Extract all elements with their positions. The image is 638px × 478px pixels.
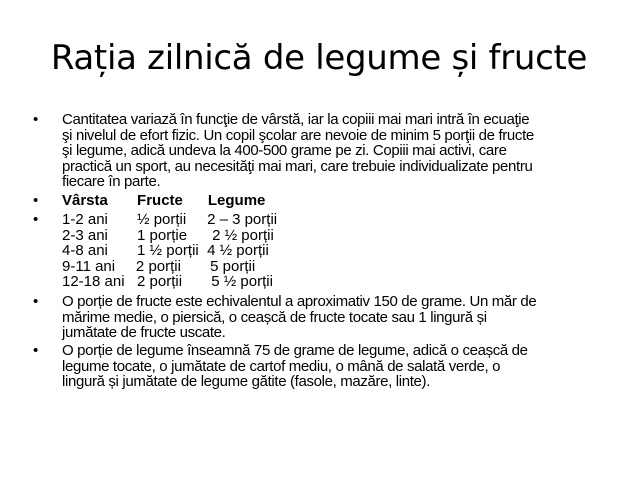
bullet-marker: •: [33, 342, 39, 359]
text-line: mărime medie, o piersică, o ceașcă de fructe tocate sau 1 lingură și: [62, 308, 487, 326]
paragraph-fruit-portion: [62, 294, 607, 341]
text-line: Cantitatea variază în funcţie de vârstă, iar la copiii mai mari intră în ecuaţie: [62, 111, 530, 128]
bullet-marker: •: [33, 293, 39, 310]
portion-table: [62, 212, 607, 290]
table-header: Vârsta Fructe Legume: [62, 192, 266, 209]
table-row: 9-11 ani 2 porții 5 porții: [62, 257, 256, 275]
text-line: şi legume, adică undeva la 400-500 grame pe zi. Copiii mai activi, care: [62, 142, 507, 159]
text-line: O porție de fructe este echivalentul a aproximativ 150 de grame. Un măr de: [62, 293, 537, 310]
table-row: 1-2 ani ½ porții 2 – 3 porții: [62, 211, 278, 228]
paragraph-intake-by-age: [62, 112, 607, 190]
text-line: jumătate de fructe uscate.: [62, 324, 226, 341]
text-line: fiecare în parte.: [62, 173, 161, 190]
bullet-marker: •: [33, 211, 39, 228]
text-line: legume tocate, o jumătate de cartof mediu, o mână de salată verde, o: [62, 357, 501, 375]
text-line: O porție de legume înseamnă 75 de grame de legume, adică o ceașcă de: [62, 342, 528, 359]
table-row: 12-18 ani 2 porții 5 ½ porții: [62, 273, 273, 290]
text-line: şi nivelul de efort fizic. Un copil şcolar are nevoie de minim 5 porţii de fructe: [62, 126, 534, 144]
text-line: practică un sport, au necesităţi mai mari, care trebuie individualizate pentru: [62, 157, 533, 175]
text-line: lingură și jumătate de legume gătite (fasole, mazăre, linte).: [62, 373, 431, 390]
paragraph-vegetable-portion: [62, 343, 607, 390]
table-row: 2-3 ani 1 porție 2 ½ porții: [62, 226, 274, 244]
slide-title: Rația zilnică de legume și fructe: [50, 38, 588, 78]
bullet-marker: •: [33, 192, 39, 209]
bullet-marker: •: [33, 111, 39, 128]
table-row: 4-8 ani 1 ½ porții 4 ½ porții: [62, 242, 269, 259]
